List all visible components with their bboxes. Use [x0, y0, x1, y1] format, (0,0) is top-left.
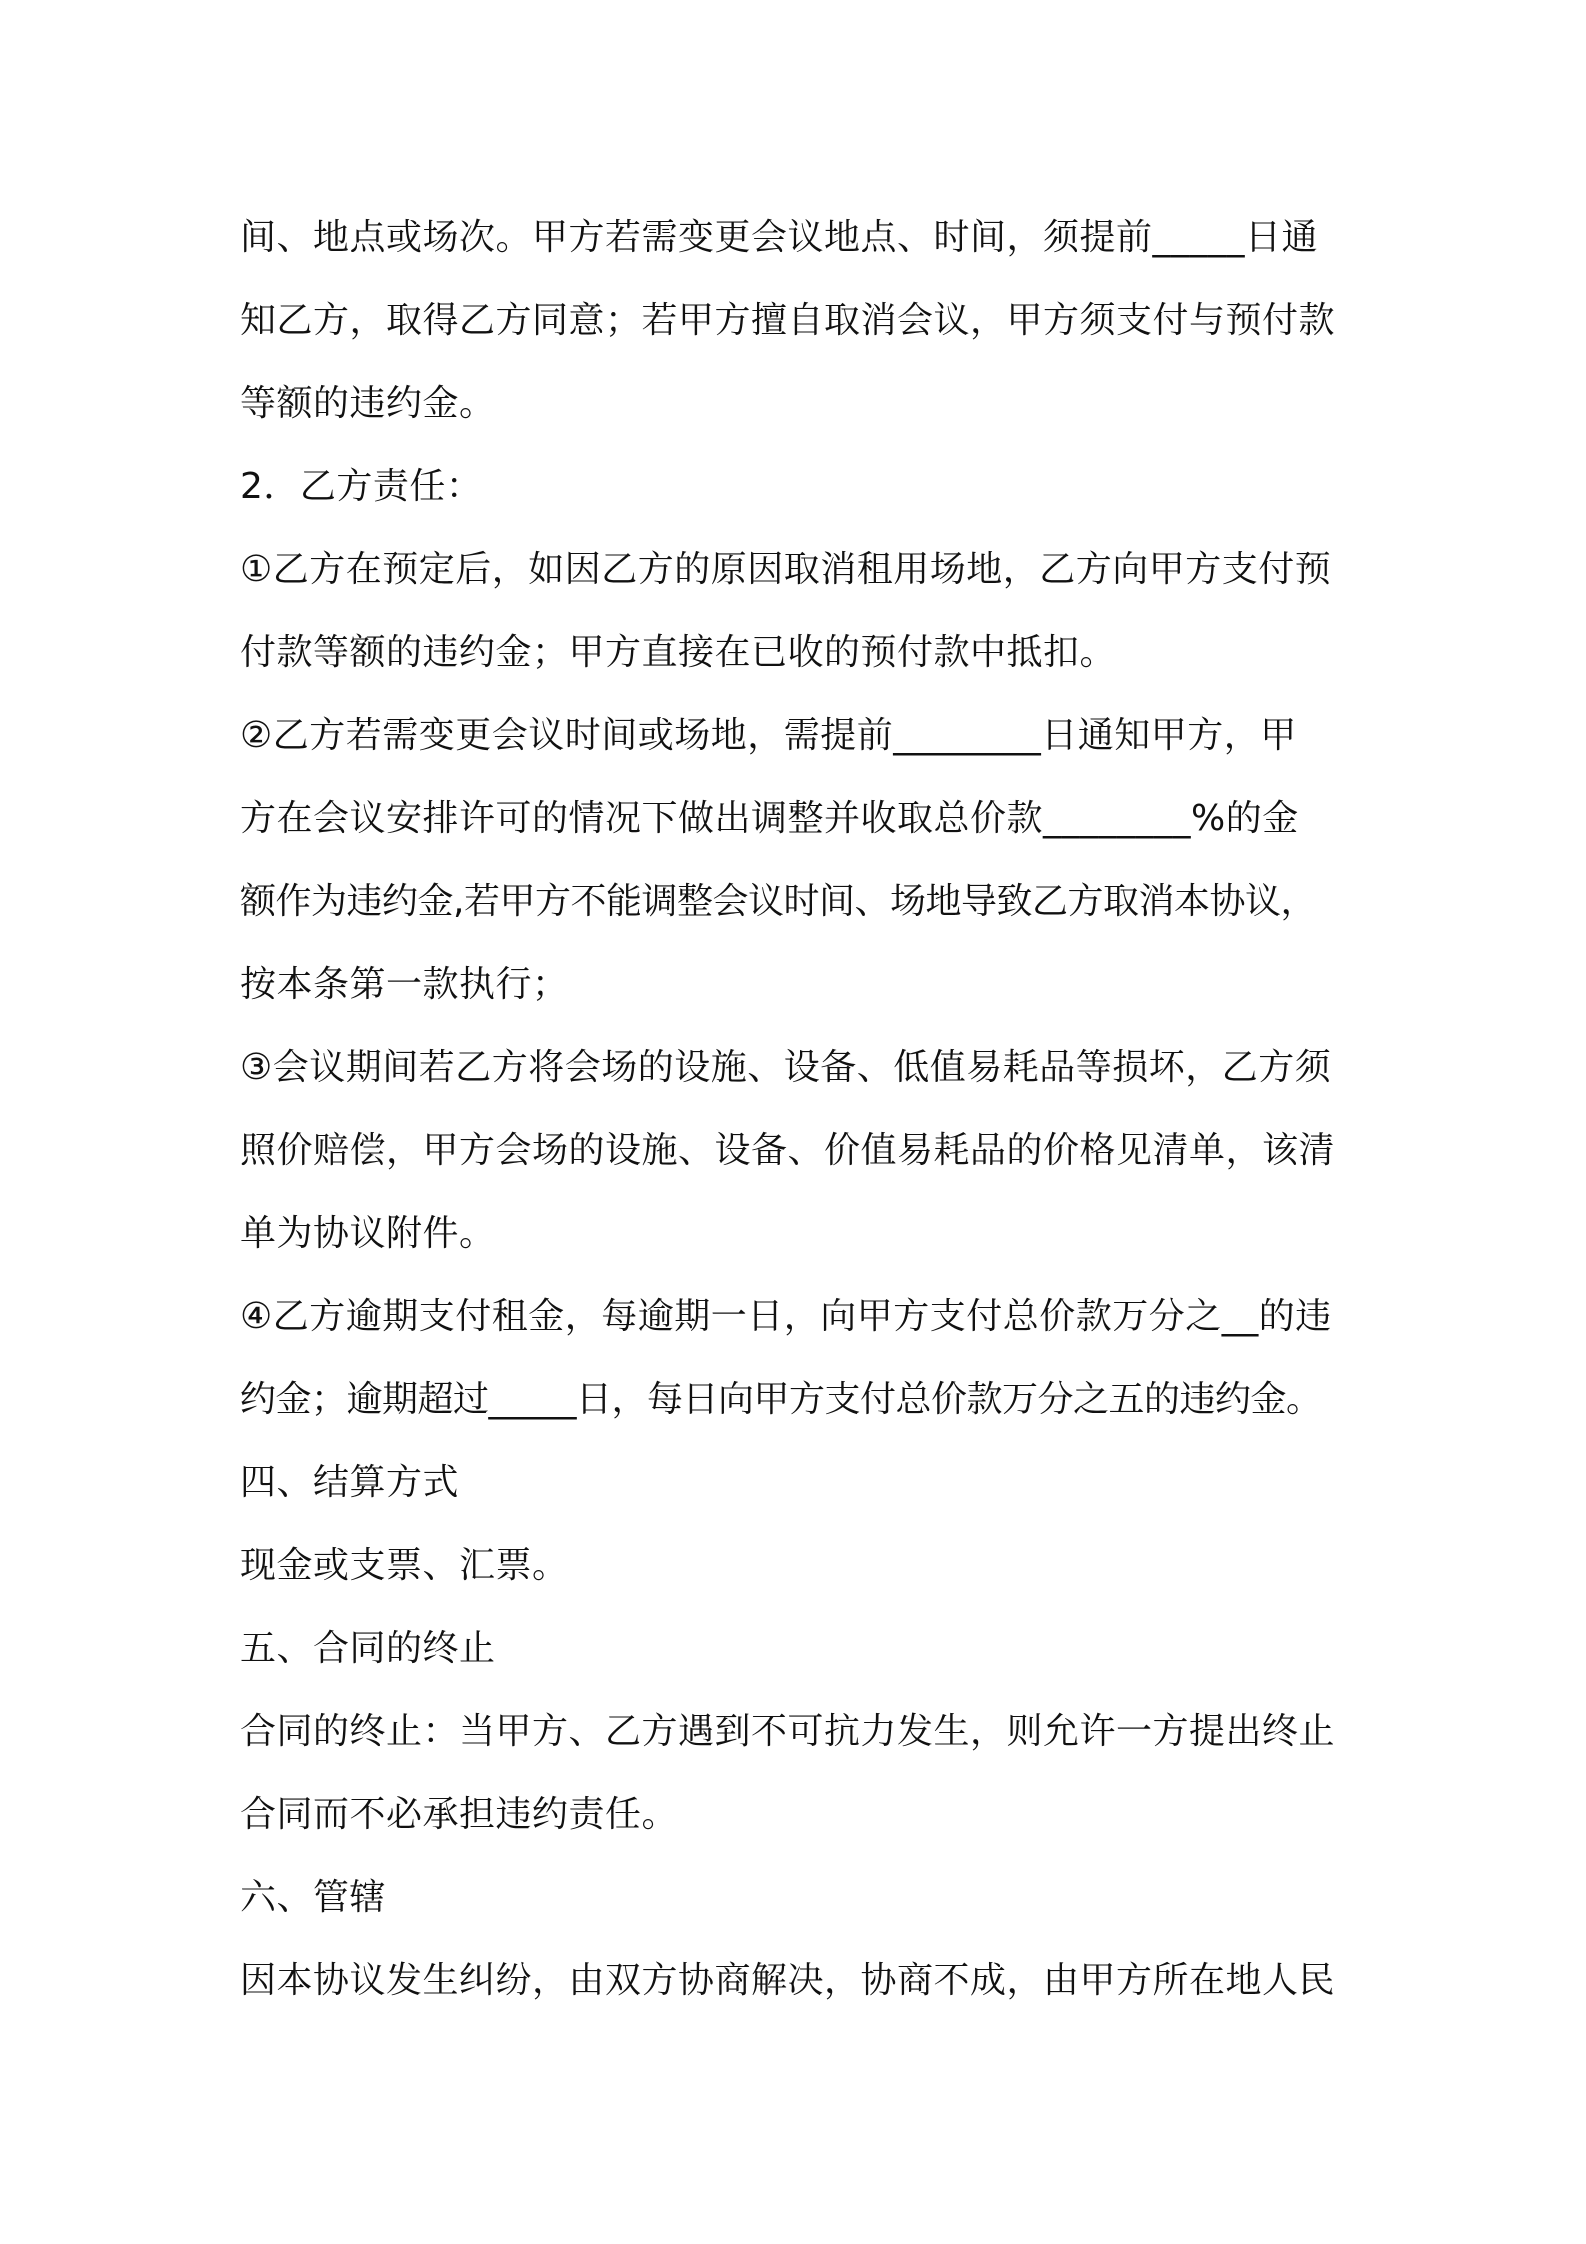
text-line: 等额的违约金。: [240, 383, 496, 424]
text-line: 方在会议安排许可的情况下做出调整并收取总价款________%的金: [240, 798, 1299, 839]
section-heading: 2．乙方责任：: [240, 466, 483, 507]
section-heading: 四、结算方式: [240, 1462, 460, 1503]
text-line: ①乙方在预定后，如因乙方的原因取消租用场地，乙方向甲方支付预: [240, 549, 1332, 590]
text-line: 额作为违约金,若甲方不能调整会议时间、场地导致乙方取消本协议，: [240, 881, 1316, 922]
text-line: 照价赔偿，甲方会场的设施、设备、价值易耗品的价格见清单，该清: [240, 1130, 1336, 1171]
text-line: 合同而不必承担违约责任。: [240, 1794, 679, 1835]
text-line: 现金或支票、汇票。: [240, 1545, 569, 1586]
section-heading: 五、合同的终止: [240, 1628, 496, 1669]
text-line: 付款等额的违约金；甲方直接在已收的预付款中抵扣。: [240, 632, 1117, 673]
text-line: ②乙方若需变更会议时间或场地，需提前________日通知甲方，甲: [240, 715, 1297, 756]
section-heading: 六、管辖: [240, 1877, 387, 1918]
text-line: ③会议期间若乙方将会场的设施、设备、低值易耗品等损坏，乙方须: [240, 1047, 1332, 1088]
text-line: 因本协议发生纠纷，由双方协商解决，协商不成，由甲方所在地人民: [240, 1960, 1336, 2001]
text-line: ④乙方逾期支付租金，每逾期一日，向甲方支付总价款万分之__的违: [240, 1296, 1332, 1337]
text-line: 合同的终止：当甲方、乙方遇到不可抗力发生，则允许一方提出终止: [240, 1711, 1336, 1752]
text-line: 按本条第一款执行；: [240, 964, 569, 1005]
text-line: 约金；逾期超过_____日，每日向甲方支付总价款万分之五的违约金。: [240, 1379, 1322, 1420]
text-line: 知乙方，取得乙方同意；若甲方擅自取消会议，甲方须支付与预付款: [240, 300, 1336, 341]
document-body: [240, 196, 1356, 2022]
text-line: 间、地点或场次。甲方若需变更会议地点、时间，须提前_____日通: [240, 217, 1319, 258]
text-line: 单为协议附件。: [240, 1213, 496, 1254]
